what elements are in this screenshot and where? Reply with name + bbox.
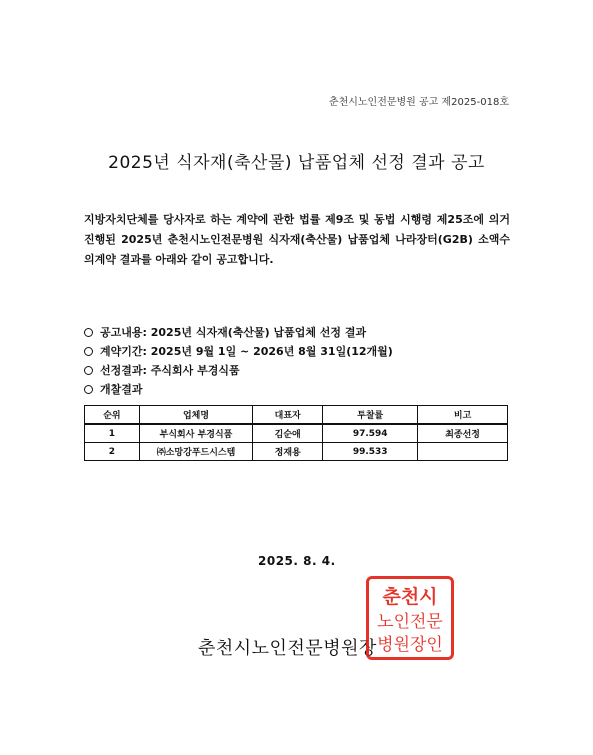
document-number: 춘천시노인전문병원 공고 제2025-018호 [328,97,509,108]
results-table [84,405,508,461]
cell-bid-rate: 99.533 [323,443,418,461]
header-representative: 대표자 [253,406,323,425]
detail-item-result: 선정결과 : 주식회사 부경식품 [84,361,510,380]
cell-note [418,443,508,461]
document-title: 2025년 식자재(축산물) 납품업체 선정 결과 공고 [108,153,485,173]
detail-label: 계약기간 [100,345,143,358]
cell-representative: 정재용 [253,443,323,461]
seal-icon [369,579,451,657]
seal-line: 병원장인 [377,635,443,655]
cell-bid-rate: 97.594 [323,424,418,443]
detail-value: 2025년 식자재(축산물) 납품업체 선정 결과 [150,326,367,339]
header-note: 비고 [418,406,508,425]
table-row [85,424,508,443]
circle-bullet-icon [84,347,93,356]
detail-item-period: 계약기간 : 2025년 9월 1일 ~ 2026년 8월 31일(12개월) [84,342,510,361]
cell-rank: 1 [85,424,140,443]
header-company: 업체명 [139,406,252,425]
circle-bullet-icon [84,366,93,375]
seal-line: 노인전문 [377,612,443,632]
announcement-date: 2025. 8. 4. [258,554,336,568]
header-rank: 순위 [85,406,140,425]
circle-bullet-icon [84,385,93,394]
cell-company: 부식회사 부경식품 [139,424,252,443]
detail-value: 2025년 9월 1일 ~ 2026년 8월 31일(12개월) [150,345,393,358]
table-row [85,443,508,461]
cell-company: ㈜소망강푸드시스템 [139,443,252,461]
detail-value: 주식회사 부경식품 [150,364,240,377]
cell-note: 최종선정 [418,424,508,443]
table-header-row [85,406,508,425]
issuer-name: 춘천시노인전문병원장 [198,638,377,659]
cell-rank: 2 [85,443,140,461]
official-seal-stamp [366,576,454,660]
circle-bullet-icon [84,328,93,337]
seal-line: 춘천시 [382,586,438,608]
detail-label: 개찰결과 [100,383,143,396]
header-bid-rate: 투찰률 [323,406,418,425]
details-list [84,323,510,399]
intro-paragraph: 지방자치단체를 당사자로 하는 계약에 관한 법률 제9조 및 동법 시행령 제25조에 의거 진행된 2025년 춘천시노인전문병원 식자재(축산물) 납품업체 나라장터(G2B) 소액수의계약 결과를 아래와 같이 공고합니다. [84,213,510,266]
detail-label: 공고내용 [100,326,143,339]
detail-item-opening [84,380,510,399]
detail-item-notice: 공고내용 : 2025년 식자재(축산물) 납품업체 선정 결과 [84,323,510,342]
cell-representative: 김순애 [253,424,323,443]
detail-label: 선정결과 [100,364,143,377]
